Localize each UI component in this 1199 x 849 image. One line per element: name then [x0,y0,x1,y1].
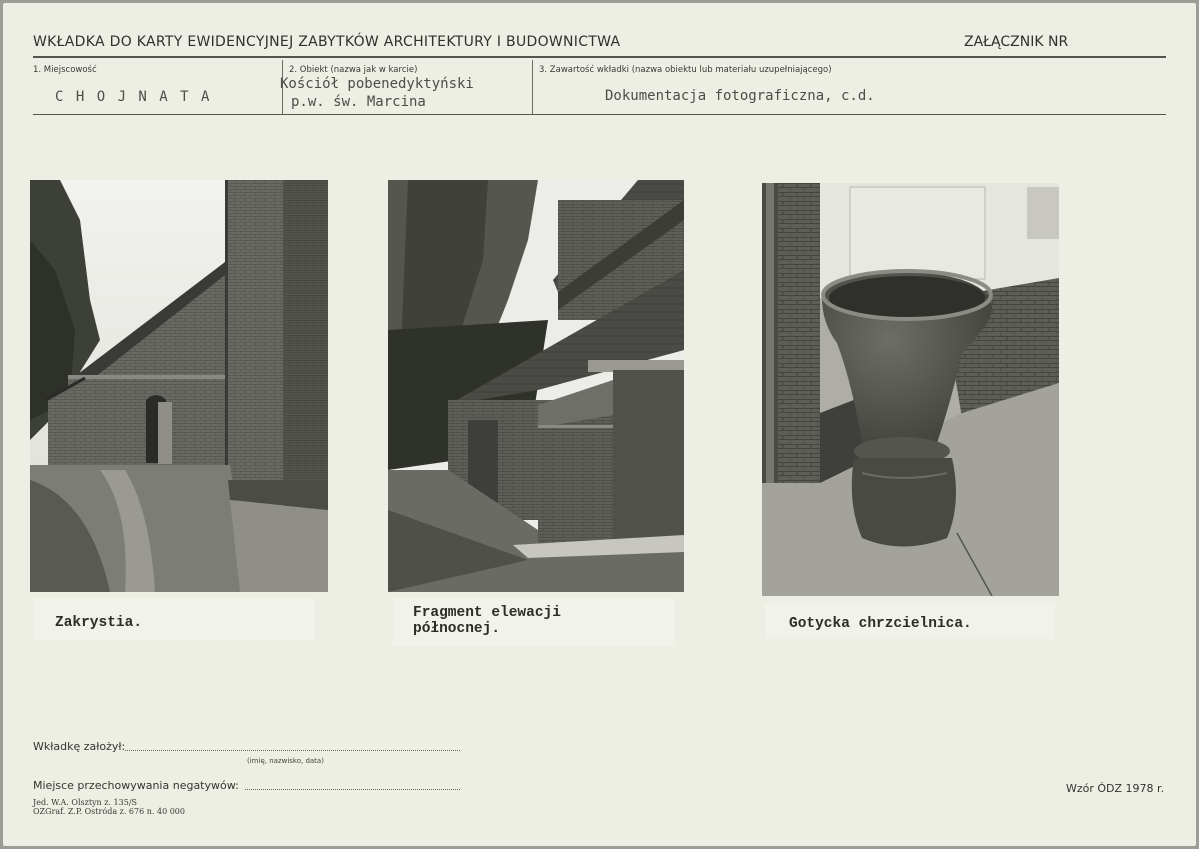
photo-caption-elevation-line2: północnej. [413,621,501,637]
prepared-by-line [125,750,460,751]
gothic-font-photo [762,183,1059,596]
locality-label: 1. Miejscowość [33,65,97,75]
print-info-line2: OZGraf. Z.P. Ostróda z. 676 n. 40 000 [33,807,185,816]
form-title: WKŁADKA DO KARTY EWIDENCYJNEJ ZABYTKÓW ARCHITEKTURY I BUDOWNICTWA [33,34,621,50]
object-value-line2: p.w. św. Marcina [291,94,426,110]
inventory-card-insert [3,3,1196,846]
header-rule-top [33,56,1166,58]
content-label: 3. Zawartość wkładki (nazwa obiektu lub materiału uzupełniającego) [539,65,832,75]
header-rule-bottom [33,114,1166,115]
photo-caption-elevation-line1: Fragment elewacji [413,605,561,621]
object-label: 2. Obiekt (nazwa jak w karcie) [289,65,418,75]
object-value-line1: Kościół pobenedyktyński [280,76,474,92]
church-sacristy-photo [30,180,328,592]
photo-caption-sacristy: Zakrystia. [55,615,143,631]
church-north-elevation-photo [388,180,684,592]
photo-caption-font: Gotycka chrzcielnica. [789,616,972,632]
negatives-location-label: Miejsce przechowywania negatywów: [33,779,239,792]
form-template-id: Wzór ÓDZ 1978 r. [1066,782,1165,795]
locality-value: C H O J N A T A [55,89,212,105]
negatives-location-line [245,789,460,790]
prepared-by-sublabel: (imię, nazwisko, data) [247,757,324,765]
content-value: Dokumentacja fotograficzna, c.d. [605,88,875,104]
print-info-line1: Jed. W.A. Olsztyn z. 135/S [33,798,137,807]
field-divider-2 [532,60,533,114]
prepared-by-label: Wkładkę założył: [33,740,126,753]
annex-label: ZAŁĄCZNIK NR [964,34,1069,50]
